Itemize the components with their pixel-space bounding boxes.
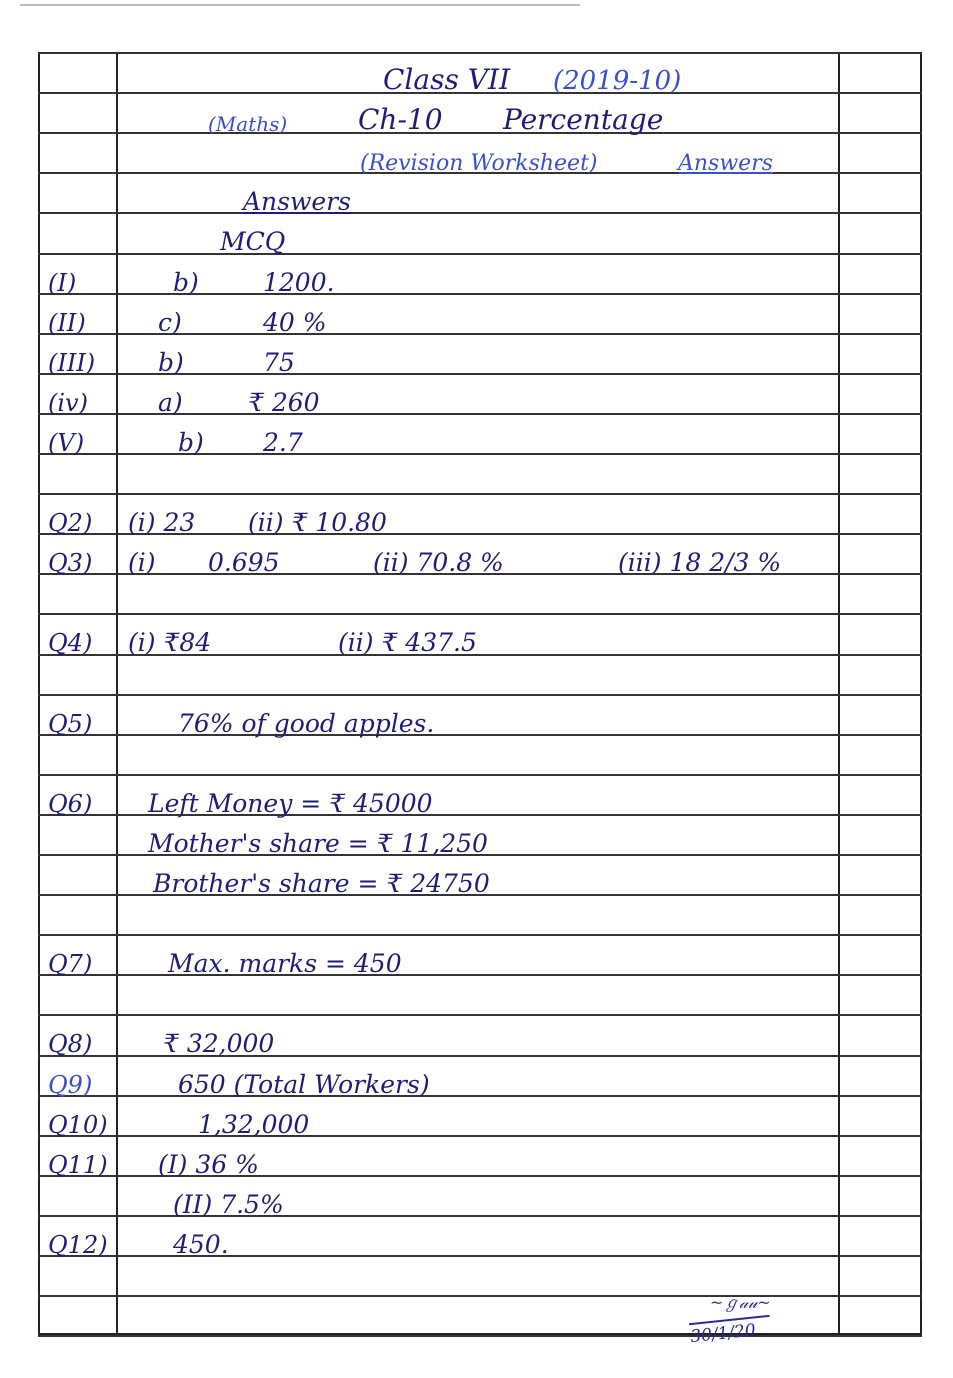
question-number: Q7) <box>48 950 93 979</box>
answer-text: Mother's share = ₹ 11,250 <box>148 828 488 858</box>
question-number: Q3) <box>48 549 93 578</box>
answer-text: b) <box>178 427 204 457</box>
ruled-line <box>38 1255 922 1257</box>
question-number: Q8) <box>48 1030 93 1059</box>
answer-text: 1,32,000 <box>198 1109 310 1139</box>
answer-text: Brother's share = ₹ 24750 <box>153 869 490 898</box>
answer-text: (i) <box>128 548 156 578</box>
answer-row-q3 <box>38 533 922 578</box>
answer-row-q11 <box>38 1135 922 1179</box>
answer-text: 2.7 <box>263 427 303 457</box>
session-year: (2019-10) <box>553 66 682 96</box>
answer-text: 0.695 <box>208 548 280 578</box>
answer-row-v <box>38 413 922 457</box>
class-title: Class VII <box>383 63 511 96</box>
answer-text: ₹ 32,000 <box>163 1029 275 1059</box>
ruled-line <box>38 1335 922 1337</box>
question-number: Q6) <box>48 789 93 818</box>
answer-text: ₹ 260 <box>248 387 320 417</box>
answer-row-i <box>38 253 922 297</box>
answer-text: b) <box>158 347 184 377</box>
answer-row-q4 <box>38 613 922 658</box>
answer-text: (ii) ₹ 10.80 <box>248 508 387 538</box>
answer-row-q9 <box>38 1055 922 1099</box>
answer-row <box>38 974 922 1014</box>
question-number: (I) <box>48 268 77 297</box>
question-number: Q10) <box>48 1110 108 1139</box>
answer-text: 40 % <box>263 307 327 337</box>
answer-row-q8 <box>38 1014 922 1059</box>
question-number: (V) <box>48 428 85 457</box>
question-number: Q5) <box>48 709 93 738</box>
answer-text: 76% of good apples. <box>178 708 435 738</box>
answer-row-q7 <box>38 934 922 979</box>
signature-scribble: ~ℊ𝒶𝓊~ <box>710 1293 771 1312</box>
answer-text: (ii) ₹ 437.5 <box>338 628 477 658</box>
answer-row-q6 <box>38 774 922 818</box>
answer-row-q10 <box>38 1095 922 1139</box>
signature-date: 30/1/20 <box>689 1315 772 1347</box>
answer-row-q2 <box>38 493 922 538</box>
question-number: (II) <box>48 308 86 337</box>
answers-tag: Answers <box>678 151 774 176</box>
answer-row <box>38 734 922 774</box>
answer-row-iii <box>38 333 922 377</box>
answer-text: 75 <box>263 347 295 377</box>
answer-row <box>38 573 922 613</box>
answer-row <box>38 212 922 257</box>
answer-text: (I) 36 % <box>158 1149 259 1179</box>
answer-text: (II) 7.5% <box>173 1189 284 1219</box>
subject: (Maths) <box>208 112 288 136</box>
answer-text: Left Money = ₹ 45000 <box>148 788 433 818</box>
scan-edge <box>20 4 580 6</box>
answer-text: (ii) 70.8 % <box>373 548 504 578</box>
answer-text: c) <box>158 307 182 337</box>
question-number: (iv) <box>48 388 88 417</box>
ruled-line <box>38 1295 922 1297</box>
answer-row-iv <box>38 373 922 417</box>
answer-row <box>38 172 922 217</box>
subject-row <box>38 92 922 136</box>
chapter: Ch-10 <box>358 103 443 136</box>
answer-text: a) <box>158 387 183 417</box>
answer-row <box>38 814 922 858</box>
question-number: Q11) <box>48 1150 108 1179</box>
answer-row <box>38 854 922 898</box>
question-number: Q12) <box>48 1230 108 1259</box>
chapter-title: Percentage <box>503 103 664 136</box>
question-number: Q2) <box>48 509 93 538</box>
answer-row <box>38 654 922 694</box>
worksheet-label: (Revision Worksheet) <box>360 151 598 176</box>
answer-text: 450. <box>173 1229 229 1259</box>
title-row <box>38 52 922 96</box>
answer-row-q12 <box>38 1215 922 1259</box>
answer-text: (i) ₹84 <box>128 628 212 658</box>
answer-row-q5 <box>38 694 922 738</box>
answer-text: (iii) 18 2/3 % <box>618 548 782 578</box>
answer-row <box>38 453 922 493</box>
answer-text: b) <box>173 267 199 297</box>
question-number: Q9) <box>48 1070 93 1099</box>
answer-text: (i) 23 <box>128 508 196 538</box>
answer-text: 650 (Total Workers) <box>178 1069 430 1099</box>
answers-heading: Answers <box>243 187 351 217</box>
answer-row-ii <box>38 293 922 337</box>
question-number: (III) <box>48 348 96 377</box>
question-number: Q4) <box>48 629 93 658</box>
teacher-signature <box>689 1290 771 1348</box>
answer-text: 1200. <box>263 267 335 297</box>
answer-row <box>38 894 922 934</box>
answer-row <box>38 1175 922 1219</box>
worksheet-row <box>38 132 922 176</box>
mcq-heading: MCQ <box>220 227 286 257</box>
answer-text: Max. marks = 450 <box>168 949 402 979</box>
